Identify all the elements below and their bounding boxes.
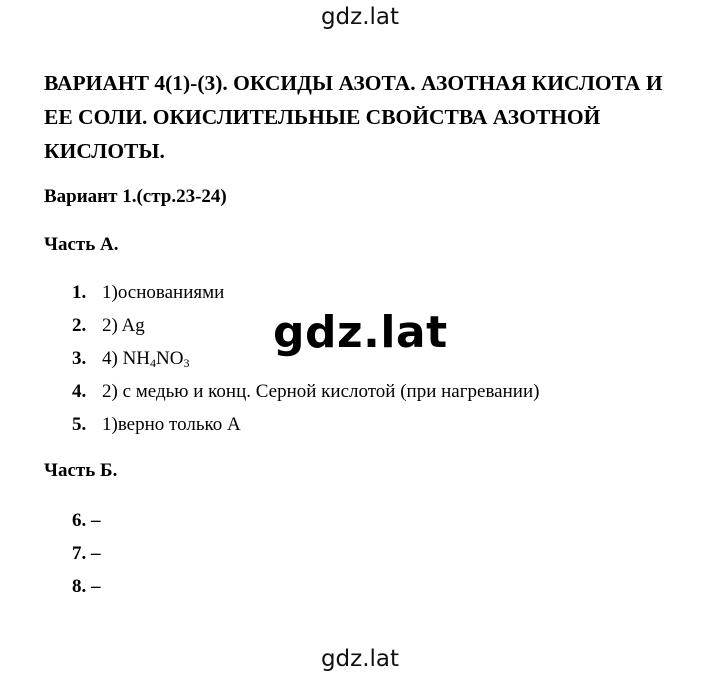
watermark-top: gdz.lat (320, 4, 400, 30)
answer-number: 4. (72, 381, 87, 402)
answer-item-5 (72, 410, 539, 443)
answer-number: 1. (72, 282, 87, 303)
answer-text-middle: NO (156, 348, 184, 369)
watermark-bottom: gdz.lat (320, 646, 400, 672)
answer-number: 5. (72, 414, 87, 435)
answer-text: 1)верно только А (102, 414, 241, 435)
answer-item-6: 6. – (72, 510, 101, 531)
answer-text: 2) с медью и конц. Серной кислотой (при нагревании) (102, 381, 540, 402)
part-b-heading: Часть Б. (44, 460, 118, 481)
variant-heading: Вариант 1.(стр.23-24) (44, 186, 227, 207)
page-title: ВАРИАНТ 4(1)-(3). ОКСИДЫ АЗОТА. АЗОТНАЯ КИСЛОТА И ЕЕ СОЛИ. ОКИСЛИТЕЛЬНЫЕ СВОЙСТВА АЗОТНОЙ КИСЛОТЫ. (44, 71, 663, 163)
answer-item-8: 8. – (72, 576, 101, 597)
answer-text: 2) Ag (102, 315, 145, 336)
answer-text-prefix: 4) NH (102, 348, 151, 369)
watermark-center: gdz.lat (273, 307, 448, 358)
answer-text: 1)основаниями (102, 282, 225, 303)
part-b-answer-list (72, 506, 101, 605)
answer-number: 2. (72, 315, 87, 336)
answer-number: 3. (72, 348, 87, 369)
part-a-answer-list (72, 278, 539, 443)
answer-item-4 (72, 377, 539, 410)
answer-item-7: 7. – (72, 543, 101, 564)
subscript-4: 4 (150, 356, 157, 370)
part-a-heading: Часть А. (44, 234, 119, 255)
subscript-3: 3 (183, 356, 190, 370)
